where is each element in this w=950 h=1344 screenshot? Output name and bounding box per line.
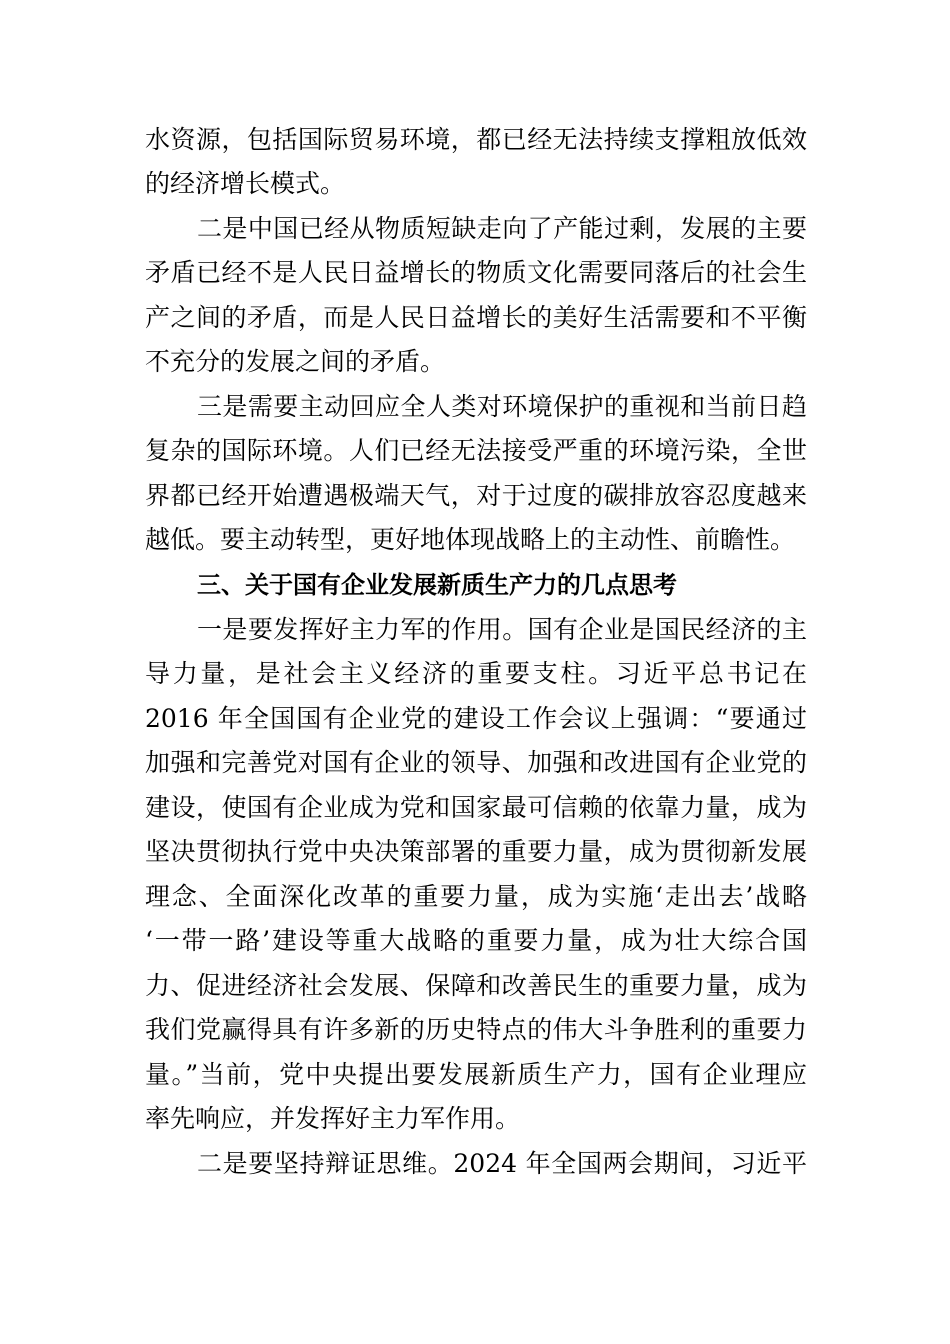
- text-line: 坚决贯彻执行党中央决策部署的重要力量，成为贯彻新发展: [145, 837, 807, 866]
- text-line: 我们党赢得具有许多新的历史特点的伟大斗争胜利的重要力: [145, 1015, 807, 1044]
- text-line: 矛盾已经不是人民日益增长的物质文化需要同落后的社会生: [145, 258, 807, 287]
- text-line: 2016 年全国国有企业党的建设工作会议上强调：“要通过: [145, 704, 807, 733]
- text-line: 复杂的国际环境。人们已经无法接受严重的环境污染，全世: [145, 436, 807, 465]
- text-line: 三是需要主动回应全人类对环境保护的重视和当前日趋: [197, 392, 807, 421]
- text-line: 二是要坚持辩证思维。2024 年全国两会期间，习近平: [197, 1149, 807, 1178]
- text-line: 导力量，是社会主义经济的重要支柱。习近平总书记在: [145, 659, 807, 688]
- text-line: 建设，使国有企业成为党和国家最可信赖的依靠力量，成为: [145, 793, 807, 822]
- text-line: 水资源，包括国际贸易环境，都已经无法持续支撑粗放低效: [145, 125, 807, 154]
- text-line: 界都已经开始遭遇极端天气，对于过度的碳排放容忍度越来: [145, 481, 807, 510]
- text-line: 量。”当前，党中央提出要发展新质生产力，国有企业理应: [145, 1060, 807, 1089]
- text-line: ‘一带一路’建设等重大战略的重要力量，成为壮大综合国: [145, 926, 807, 955]
- text-line: 一是要发挥好主力军的作用。国有企业是国民经济的主: [197, 615, 807, 644]
- text-line: 二是中国已经从物质短缺走向了产能过剩，发展的主要: [197, 214, 807, 243]
- text-line: 产之间的矛盾，而是人民日益增长的美好生活需要和不平衡: [145, 303, 807, 332]
- section-heading: 三、关于国有企业发展新质生产力的几点思考: [197, 571, 677, 599]
- text-line: 的经济增长模式。: [145, 169, 346, 198]
- text-line: 力、促进经济社会发展、保障和改善民生的重要力量，成为: [145, 971, 807, 1000]
- text-line: 加强和完善党对国有企业的领导、加强和改进国有企业党的: [145, 748, 807, 777]
- text-line: 不充分的发展之间的矛盾。: [145, 347, 446, 376]
- text-line: 越低。要主动转型，更好地体现战略上的主动性、前瞻性。: [145, 525, 796, 554]
- text-line: 理念、全面深化改革的重要力量，成为实施‘走出去’战略: [145, 882, 807, 911]
- text-line: 率先响应，并发挥好主力军作用。: [145, 1104, 521, 1133]
